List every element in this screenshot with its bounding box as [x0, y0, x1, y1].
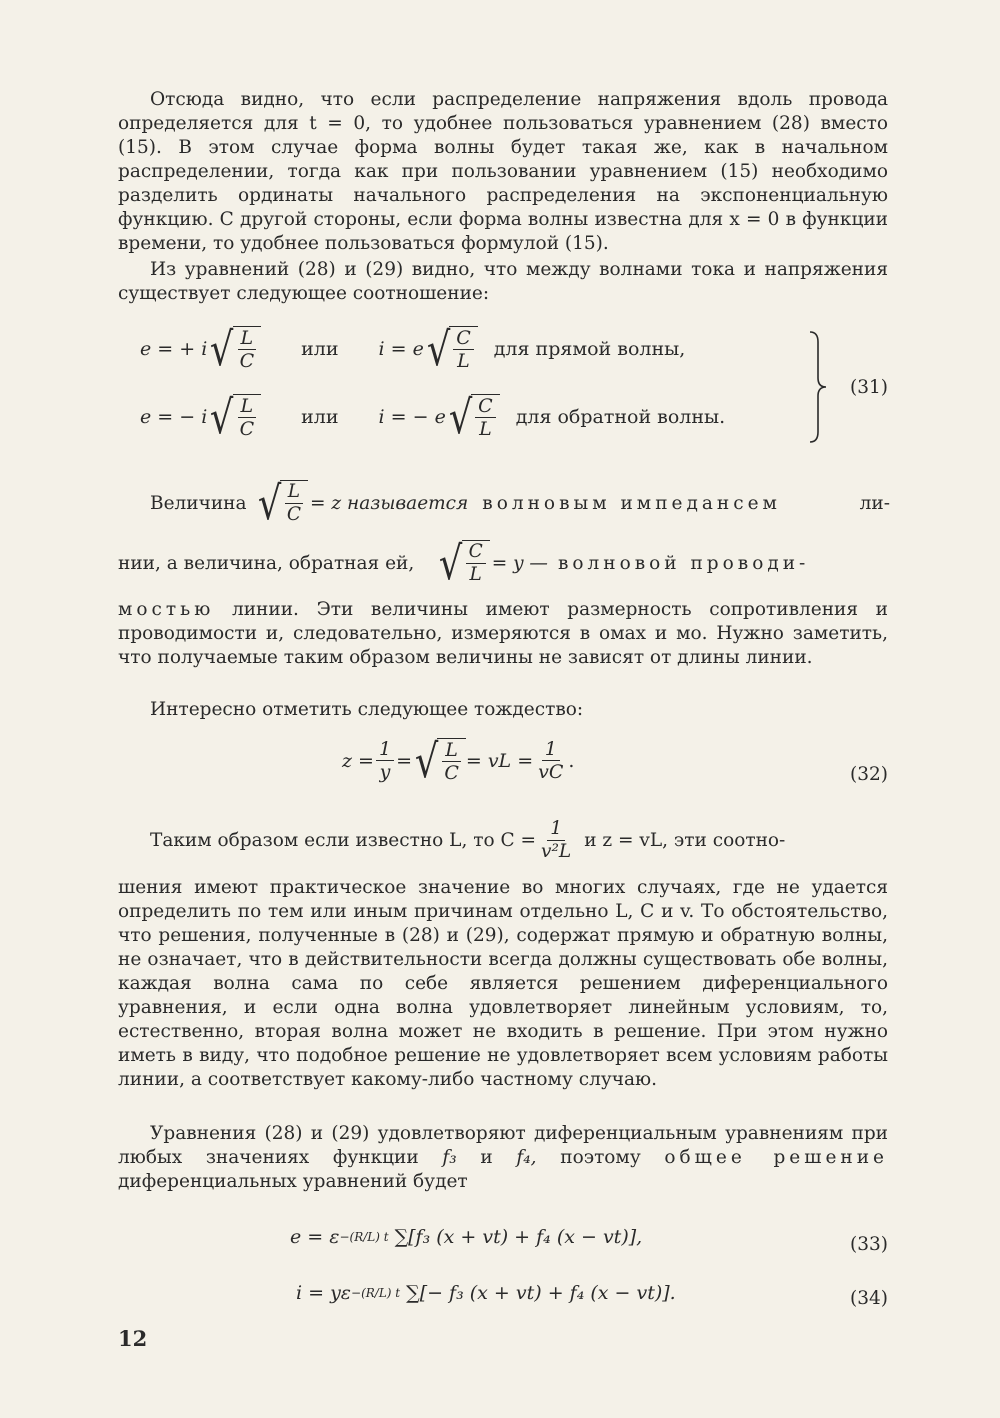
equation-34: i = yε −(R/L) t ∑[− f₃ (x + vt) + f₄ (x − vt)]. [296, 1282, 676, 1304]
equation-33: e = ε −(R/L) t ∑[f₃ (x + vt) + f₄ (x − vt)], [290, 1226, 643, 1248]
equation-number-32: (32) [850, 764, 888, 785]
relation-line: Таким образом если известно L, то C = $\frac{1}{\text{v²L}}$ и z = vL, эти соотно- [150, 818, 786, 862]
equation-32: z = $\frac{1}{y}$ = √ $\frac{L}{C}$ = vL = $\frac{1}{vC}$ . [342, 734, 575, 788]
paragraph-8: шения имеют практическое значение во многих случаях, где не удается определить по тем или иным причинам отдельно L, C и v. То обстоятельство, что решения, полученные в (28) и (29), содержат прямую и обратную волны, не означает, что в действительности всегда должны существовать обе волны, каждая волна сама по себе является решением диференциального уравнения, и если одна волна удовлетворяет линейным условиям, то, естественно, вторая волна может не входить в решение. При этом нужно иметь в виду, что подобное решение не удовлетворяет всем условиям работы линии, а соответствует какому-либо частному случаю. [118, 877, 888, 1090]
sqrt-L-over-C: √ $\frac{L}{C}$ [207, 326, 261, 372]
impedance-line: Величина √ $\frac{L}{C}$ = z называется волновым импедансем ли- [150, 476, 890, 530]
equation-31-row-2: e = − i √ $\frac{L}{C}$ или i = − e √ $\frac{C}{L}$ для обратной волны. [140, 390, 726, 444]
equation-number-34: (34) [850, 1288, 888, 1309]
right-brace-icon [808, 330, 830, 444]
equation-number-31: (31) [850, 377, 888, 398]
admittance-line: нии, а величина, обратная ей, √ $\frac{C}{L}$ = y — волновой проводи- [118, 536, 810, 590]
paragraph-2: Из уравнений (28) и (29) видно, что между волнами тока и напряжения существует следующее соотношение: [118, 259, 888, 304]
page-number: 12 [118, 1326, 148, 1351]
paragraph-9: Уравнения (28) и (29) удовлетворяют диференциальным уравнениям при любых значениях функции f₃ и f₄, поэтому общее решение диференциальных уравнений будет [118, 1123, 889, 1192]
paragraph-1: Отсюда видно, что если распределение напряжения вдоль провода определяется для t = 0, то удобнее пользоваться уравнением (28) вместо (15). В этом случае форма волны будет такая же, как в начальном распределении, тогда как при пользовании уравнением (15) необходимо разделить ординаты начального распределения на экспоненциальную функцию. С другой стороны, если форма волны известна для x = 0 в функции времени, то удобнее пользоваться формулой (15). [118, 89, 888, 254]
equation-31-row-1: e = + i √ $\frac{L}{C}$ или i = e √ $\frac{C}{L}$ для прямой волны, [140, 322, 686, 376]
equation-number-33: (33) [850, 1234, 888, 1255]
paragraph-5: мостью линии. Эти величины имеют размерность сопротивления и проводимости и, следовательно, измеряются в омах и мо. Нужно заметить, что получаемые таким образом величины не зависят от длины линии. [118, 599, 888, 668]
paragraph-6: Интересно отметить следующее тождество: [150, 699, 584, 720]
sqrt-C-over-L: √ $\frac{C}{L}$ [424, 326, 478, 372]
